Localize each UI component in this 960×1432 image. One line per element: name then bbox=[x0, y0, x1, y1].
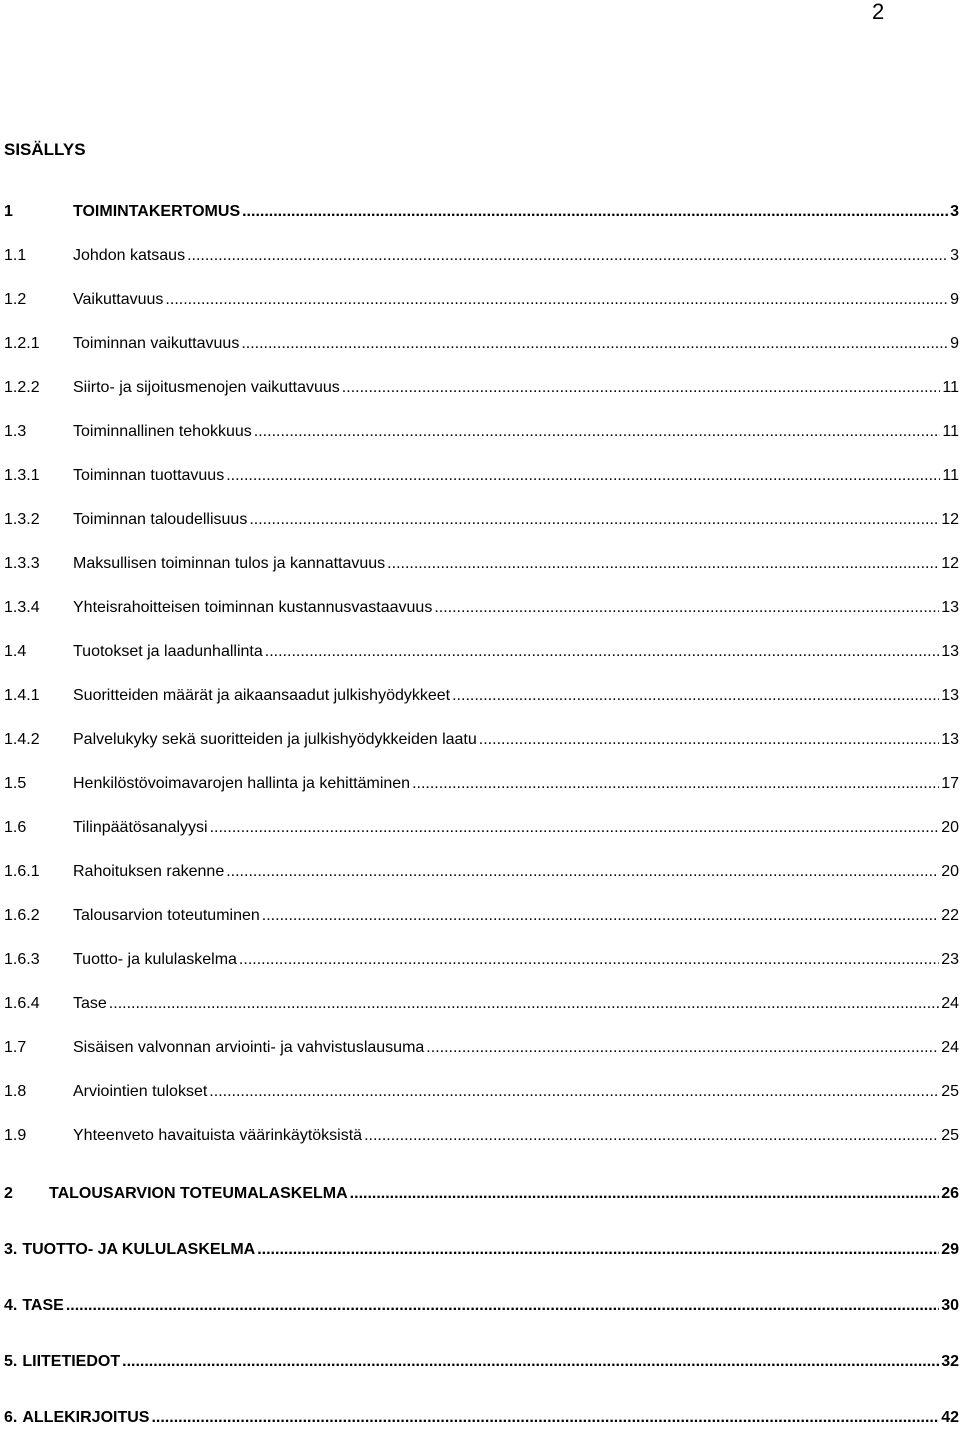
toc-leader-dots bbox=[350, 1184, 940, 1204]
toc-entry-page: 9 bbox=[950, 291, 959, 308]
toc-entry-title: ALLEKIRJOITUS bbox=[22, 1409, 150, 1426]
toc-entry[interactable] bbox=[4, 464, 959, 486]
toc-entry[interactable] bbox=[4, 816, 959, 838]
toc-entry-title: Arviointien tulokset bbox=[73, 1083, 208, 1100]
toc-entry-page: 24 bbox=[941, 1039, 959, 1056]
toc-entry-title: Toiminnan tuottavuus bbox=[73, 467, 225, 484]
toc-leader-dots bbox=[265, 642, 939, 662]
toc-entry[interactable] bbox=[4, 640, 959, 662]
toc-entry-title: Talousarvion toteutuminen bbox=[73, 907, 260, 924]
toc-entry[interactable] bbox=[4, 332, 959, 354]
toc-entry-number: 1.4.2 bbox=[4, 731, 40, 748]
toc-entry-number: 1.2.2 bbox=[4, 379, 40, 396]
toc-leader-dots bbox=[364, 1126, 939, 1146]
toc-entry-title: Tuotokset ja laadunhallinta bbox=[73, 643, 263, 660]
toc-entry[interactable] bbox=[4, 508, 959, 530]
toc-entry-title: Toiminnan taloudellisuus bbox=[73, 511, 248, 528]
toc-entry[interactable] bbox=[4, 904, 959, 926]
toc-entry-number: 1.3 bbox=[4, 423, 27, 440]
toc-entry-page: 13 bbox=[941, 599, 959, 616]
toc-entry-number: 5. bbox=[4, 1353, 18, 1370]
toc-entry-number: 1.4.1 bbox=[4, 687, 40, 704]
toc-entry-page: 3 bbox=[950, 247, 959, 264]
toc-entry-title: Yhteisrahoitteisen toiminnan kustannusvastaavuus bbox=[73, 599, 433, 616]
toc-entry[interactable] bbox=[4, 1080, 959, 1102]
toc-entry-page: 42 bbox=[941, 1409, 959, 1426]
toc-entry-number: 1.6.1 bbox=[4, 863, 40, 880]
toc-entry-number: 4. bbox=[4, 1297, 18, 1314]
toc-entry-number: 1.3.2 bbox=[4, 511, 40, 528]
toc-entry-page: 25 bbox=[941, 1083, 959, 1100]
toc-entry[interactable] bbox=[4, 1036, 959, 1058]
toc-entry-number: 1.6.4 bbox=[4, 995, 40, 1012]
toc-entry-number: 1.2.1 bbox=[4, 335, 40, 352]
toc-entry-page: 11 bbox=[942, 467, 959, 484]
toc-entry[interactable] bbox=[4, 1238, 959, 1260]
toc-leader-dots bbox=[387, 554, 939, 574]
toc-leader-dots bbox=[241, 334, 948, 354]
toc-leader-dots bbox=[109, 994, 939, 1014]
toc-leader-dots bbox=[426, 1038, 939, 1058]
toc-entry-number: 6. bbox=[4, 1409, 18, 1426]
toc-entry-page: 25 bbox=[941, 1127, 959, 1144]
toc-entry-number: 1.7 bbox=[4, 1039, 27, 1056]
toc-entry-page: 22 bbox=[941, 907, 959, 924]
toc-leader-dots bbox=[452, 686, 939, 706]
toc-entry-page: 29 bbox=[941, 1241, 959, 1258]
toc-leader-dots bbox=[226, 466, 940, 486]
toc-leader-dots bbox=[434, 598, 939, 618]
toc-entry[interactable] bbox=[4, 772, 959, 794]
toc-entry-page: 20 bbox=[941, 863, 959, 880]
toc-entry-page: 23 bbox=[941, 951, 959, 968]
toc-entry-title: Siirto- ja sijoitusmenojen vaikuttavuus bbox=[73, 379, 340, 396]
toc-entry-page: 13 bbox=[941, 687, 959, 704]
toc-leader-dots bbox=[412, 774, 939, 794]
toc-entry-title: Sisäisen valvonnan arviointi- ja vahvistuslausuma bbox=[73, 1039, 425, 1056]
toc-entry-page: 30 bbox=[941, 1297, 959, 1314]
toc-entry-number: 1.6.3 bbox=[4, 951, 40, 968]
toc-entry-title: Rahoituksen rakenne bbox=[73, 863, 225, 880]
toc-entry-number: 1.3.4 bbox=[4, 599, 40, 616]
toc-entry-page: 26 bbox=[941, 1185, 959, 1202]
toc-leader-dots bbox=[66, 1296, 939, 1316]
toc-entry-number: 3. bbox=[4, 1241, 18, 1258]
toc-entry-page: 32 bbox=[941, 1353, 959, 1370]
toc-entry[interactable] bbox=[4, 992, 959, 1014]
toc-entry-title: TOIMINTAKERTOMUS bbox=[73, 203, 241, 220]
toc-entry-page: 24 bbox=[941, 995, 959, 1012]
toc-entry-page: 12 bbox=[941, 555, 959, 572]
toc-entry-title: Tuotto- ja kululaskelma bbox=[73, 951, 237, 968]
toc-entry-title: LIITETIEDOT bbox=[22, 1353, 121, 1370]
toc-entry[interactable] bbox=[4, 1406, 959, 1428]
toc-leader-dots bbox=[210, 818, 940, 838]
toc-entry[interactable] bbox=[4, 1350, 959, 1372]
toc-entry-page: 3 bbox=[950, 203, 959, 220]
toc-entry-title: Toiminnan vaikuttavuus bbox=[73, 335, 240, 352]
toc-entry-title: Palvelukyky sekä suoritteiden ja julkishyödykkeiden laatu bbox=[73, 731, 477, 748]
page-number: 2 bbox=[872, 0, 885, 24]
toc-entry[interactable] bbox=[4, 860, 959, 882]
toc-entry-number: 2 bbox=[4, 1185, 13, 1202]
toc-leader-dots bbox=[479, 730, 939, 750]
toc-entry[interactable] bbox=[4, 728, 959, 750]
toc-entry-page: 17 bbox=[941, 775, 959, 792]
toc-entry-title: Toiminnallinen tehokkuus bbox=[73, 423, 252, 440]
toc-leader-dots bbox=[342, 378, 941, 398]
toc-entry-page: 13 bbox=[941, 731, 959, 748]
toc-entry-number: 1.3.3 bbox=[4, 555, 40, 572]
toc-leader-dots bbox=[257, 1240, 939, 1260]
toc-entry-page: 12 bbox=[941, 511, 959, 528]
toc-entry-title: TALOUSARVION TOTEUMALASKELMA bbox=[49, 1185, 348, 1202]
toc-entry[interactable] bbox=[4, 244, 959, 266]
toc-leader-dots bbox=[209, 1082, 939, 1102]
toc-entry-title: Henkilöstövoimavarojen hallinta ja kehittäminen bbox=[73, 775, 411, 792]
toc-heading: SISÄLLYS bbox=[4, 140, 86, 159]
toc-entry-number: 1.6 bbox=[4, 819, 27, 836]
toc-entry-page: 20 bbox=[941, 819, 959, 836]
toc-leader-dots bbox=[239, 950, 939, 970]
toc-leader-dots bbox=[226, 862, 939, 882]
toc-entry-number: 1.6.2 bbox=[4, 907, 40, 924]
toc-entry-title: Vaikuttavuus bbox=[73, 291, 164, 308]
toc-entry-number: 1.3.1 bbox=[4, 467, 40, 484]
toc-entry[interactable] bbox=[4, 376, 959, 398]
toc-entry-number: 1.8 bbox=[4, 1083, 27, 1100]
toc-entry-number: 1.9 bbox=[4, 1127, 27, 1144]
toc-entry-number: 1.2 bbox=[4, 291, 27, 308]
toc-leader-dots bbox=[262, 906, 939, 926]
toc-entry-page: 9 bbox=[950, 335, 959, 352]
toc-entry-number: 1.4 bbox=[4, 643, 27, 660]
toc-entry-number: 1.5 bbox=[4, 775, 27, 792]
toc-entry-number: 1 bbox=[4, 203, 13, 220]
toc-entry-title: Yhteenveto havaituista väärinkäytöksistä bbox=[73, 1127, 363, 1144]
toc-leader-dots bbox=[151, 1408, 939, 1428]
toc-entry[interactable] bbox=[4, 552, 959, 574]
toc-entry-title: Maksullisen toiminnan tulos ja kannattavuus bbox=[73, 555, 386, 572]
toc-leader-dots bbox=[249, 510, 939, 530]
toc-entry[interactable] bbox=[4, 1294, 959, 1316]
toc-leader-dots bbox=[122, 1352, 939, 1372]
toc-entry[interactable] bbox=[4, 200, 959, 222]
toc-entry[interactable] bbox=[4, 1124, 959, 1146]
toc-leader-dots bbox=[165, 290, 948, 310]
toc-entry[interactable] bbox=[4, 420, 959, 442]
toc-entry[interactable] bbox=[4, 288, 959, 310]
toc-entry-title: Tilinpäätösanalyysi bbox=[73, 819, 208, 836]
toc-entry-title: Suoritteiden määrät ja aikaansaadut julkishyödykkeet bbox=[73, 687, 451, 704]
toc-entry[interactable] bbox=[4, 684, 959, 706]
toc-entry-page: 13 bbox=[941, 643, 959, 660]
toc-entry-page: 11 bbox=[942, 379, 959, 396]
toc-leader-dots bbox=[187, 246, 948, 266]
toc-entry[interactable] bbox=[4, 596, 959, 618]
toc-entry[interactable] bbox=[4, 948, 959, 970]
toc-leader-dots bbox=[242, 202, 948, 222]
toc-entry[interactable] bbox=[4, 1182, 959, 1204]
toc-entry-title: TUOTTO- JA KULULASKELMA bbox=[22, 1241, 256, 1258]
toc-entry-page: 11 bbox=[942, 423, 959, 440]
toc-entry-title: Johdon katsaus bbox=[73, 247, 186, 264]
toc-entry-title: TASE bbox=[22, 1297, 64, 1314]
toc-entry-title: Tase bbox=[73, 995, 107, 1012]
toc-leader-dots bbox=[254, 422, 941, 442]
toc-entry-number: 1.1 bbox=[4, 247, 27, 264]
